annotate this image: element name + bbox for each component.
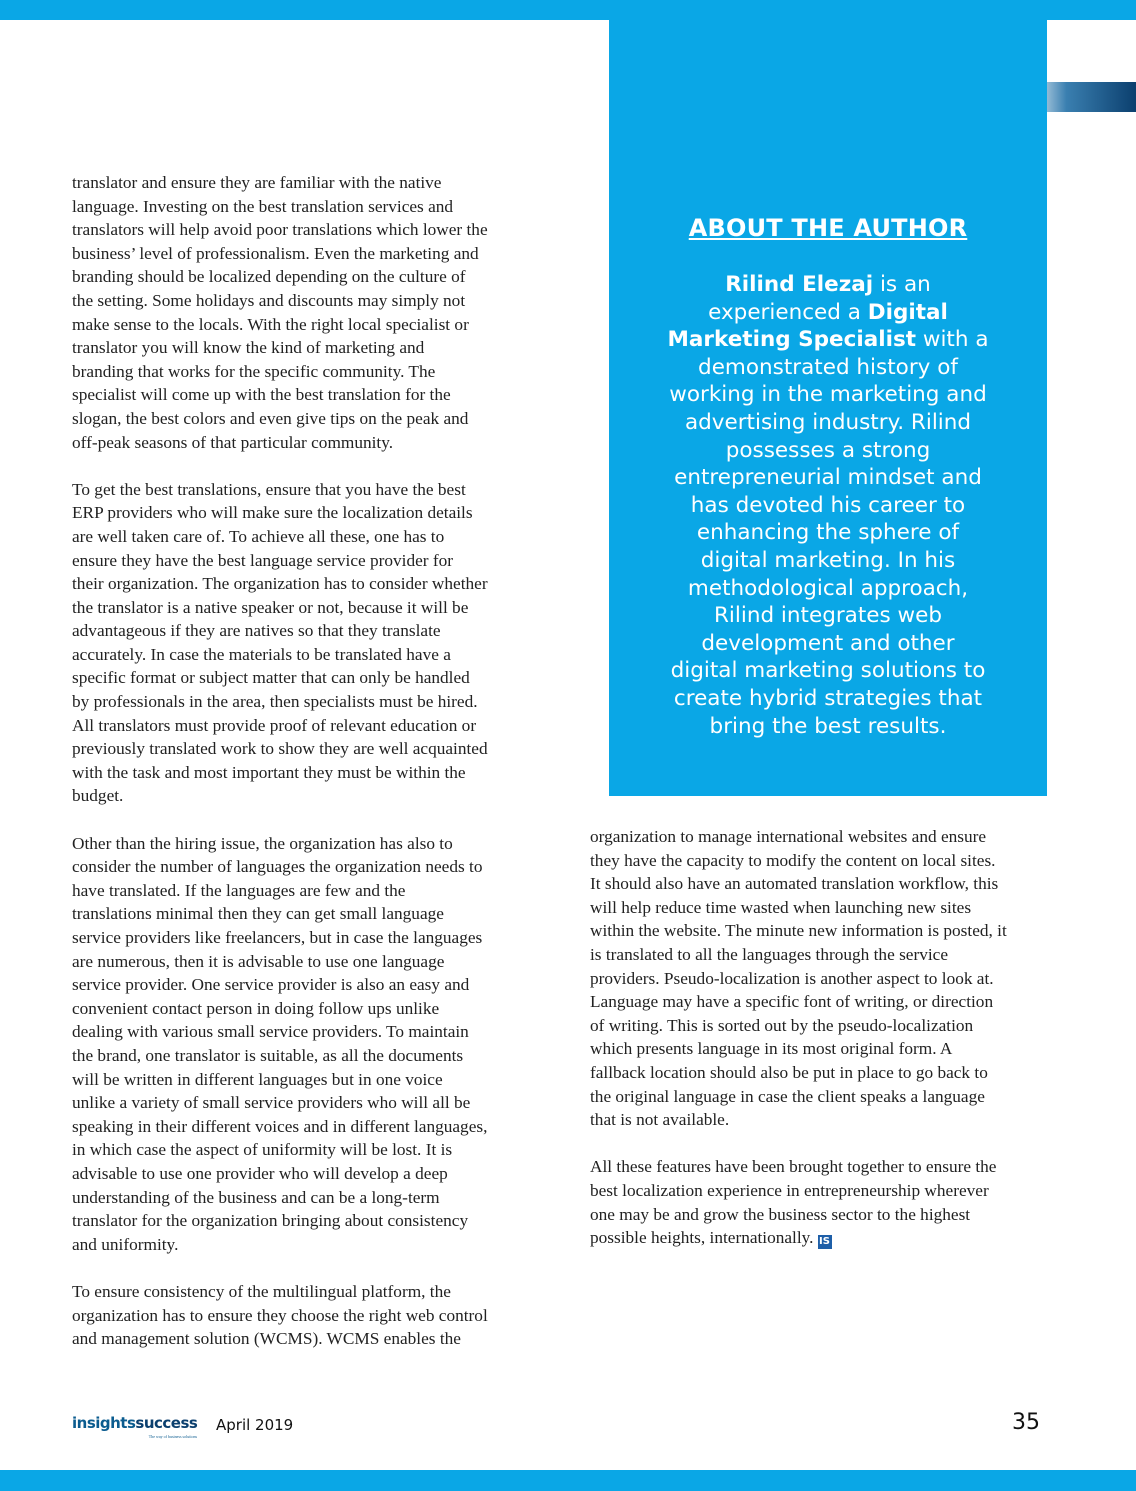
bio-text: methodological approach,: [687, 575, 969, 601]
text-line: that is not available.: [590, 1110, 730, 1130]
bio-emphasis: Marketing Specialist: [667, 327, 917, 353]
text-line: service providers like freelancers, but in case the languages: [72, 928, 483, 947]
bio-text: has devoted his career to: [690, 492, 966, 518]
text-line: their organization. The organization has to consider whether: [72, 574, 488, 594]
text-line: translator you will know the kind of marketing and: [72, 338, 425, 358]
bio-line: [609, 299, 1047, 327]
text-line: ensure they have the best language service provider for: [72, 550, 453, 570]
text-line: organization has to ensure they choose the right web control: [72, 1305, 488, 1325]
bio-text: digital marketing. In his: [700, 547, 956, 573]
bio-line: [609, 657, 1047, 685]
bio-line: [609, 575, 1047, 603]
text-line: they have the capacity to modify the content on local sites.: [590, 850, 996, 870]
text-line: have translated. If the languages are few and the: [72, 880, 406, 900]
text-line: providers. Pseudo-localization is another aspect to look at.: [590, 968, 994, 988]
bio-text: advertising industry. Rilind: [684, 409, 972, 435]
about-author-bio: [609, 271, 1047, 740]
text-line: organization to manage international websites and ensure: [590, 827, 987, 846]
text-line: It should also have an automated translation workflow, this: [590, 874, 999, 894]
bio-line: [609, 685, 1047, 713]
text-line: dealing with various small service providers. To maintain: [72, 1022, 469, 1042]
bio-text: working in the marketing and: [669, 382, 987, 408]
text-line: unlike a variety of small service providers who will all be: [72, 1093, 471, 1113]
text-line: translators will help avoid poor translations which lower the: [72, 220, 488, 240]
text-line: one may be and grow the business sector to the highest: [590, 1204, 971, 1224]
footer-brand-logo: [72, 1414, 197, 1438]
text-line: Other than the hiring issue, the organization has also to: [72, 833, 453, 853]
text-line: translator for the organization bringing about consistency: [72, 1211, 469, 1231]
text-line: accurately. In case the materials to be translated have a: [72, 644, 451, 664]
bio-emphasis: Rilind Elezaj: [725, 272, 874, 297]
text-line: branding that works for the specific community. The: [72, 361, 436, 381]
text-line: in which case the aspect of uniformity will be lost. It is: [72, 1140, 453, 1160]
left-article-column: [72, 171, 550, 1374]
text-line: specific format or subject matter that can only be handled: [72, 668, 470, 688]
text-line: will help reduce time wasted when launching new sites: [590, 897, 972, 917]
issue-date: April 2019: [216, 1416, 294, 1434]
logo-word-insights: insights: [72, 1414, 136, 1432]
text-line: language. Investing on the best translation services and: [72, 196, 454, 216]
text-line: ERP providers who will make sure the localization details: [72, 503, 473, 523]
bio-line: [609, 602, 1047, 630]
article-end-logo-icon: IS: [819, 1236, 830, 1248]
text-line: specialist will come up with the best translation for the: [72, 385, 451, 405]
text-line: and management solution (WCMS). WCMS enables the: [72, 1329, 461, 1349]
bio-line: [609, 630, 1047, 658]
page-number: 35: [1012, 1410, 1040, 1435]
text-line: with the task and most important they must be within the: [72, 762, 466, 782]
text-line: To ensure consistency of the multilingual platform, the: [72, 1281, 451, 1301]
bio-text: is an: [873, 272, 931, 297]
text-line: advantageous if they are natives so that they translate: [72, 621, 441, 641]
logo-tagline: The way of business solutions: [148, 1434, 197, 1439]
bio-text: possesses a strong: [725, 437, 931, 463]
bio-text: development and other: [701, 630, 955, 656]
text-line: advisable to use one provider who will develop a deep: [72, 1163, 448, 1183]
bio-text: with a: [916, 327, 989, 353]
right-column-paragraph: [590, 825, 1070, 1132]
bio-text: entrepreneurial mindset and: [674, 465, 982, 491]
left-column-paragraph: [72, 478, 550, 808]
text-line: budget.: [72, 786, 124, 806]
bio-text: bring the best results.: [709, 713, 947, 739]
text-line: To get the best translations, ensure that you have the best: [72, 479, 466, 499]
text-line: branding should be localized depending on the culture of: [72, 267, 466, 287]
bio-line: [609, 519, 1047, 547]
bio-line: [609, 326, 1047, 354]
text-line: is translated to all the languages through the service: [590, 944, 948, 964]
text-line: off-peak seasons of that particular community.: [72, 432, 394, 452]
left-column-paragraph: [72, 832, 550, 1257]
bio-line: [609, 713, 1047, 741]
bio-line: [609, 271, 1047, 299]
bio-line: [609, 492, 1047, 520]
bio-text: demonstrated history of: [698, 354, 958, 380]
text-line: will be written in different languages but in one voice: [72, 1069, 443, 1089]
bio-text: create hybrid strategies that: [673, 685, 983, 711]
text-line: previously translated work to show they are well acquainted: [72, 739, 488, 759]
text-line: convenient contact person in doing follow ups unlike: [72, 998, 440, 1018]
text-line: slogan, the best colors and even give tips on the peak and: [72, 408, 469, 428]
text-line: the original language in case the client speaks a language: [590, 1086, 985, 1106]
right-article-column: [590, 825, 1070, 1273]
bio-line: [609, 464, 1047, 492]
text-line: fallback location should also be put in place to go back to: [590, 1062, 988, 1082]
text-line: consider the number of languages the organization needs to: [72, 857, 483, 877]
bio-emphasis: Digital: [867, 299, 948, 325]
text-line: of writing. This is sorted out by the pseudo-localization: [590, 1015, 974, 1035]
about-author-title: ABOUT THE AUTHOR: [688, 214, 968, 242]
text-line: Language may have a specific font of writing, or direction: [590, 992, 994, 1012]
bio-line: [609, 437, 1047, 465]
text-line: are numerous, then it is advisable to use one language: [72, 951, 445, 971]
text-line: translations minimal then they can get small language: [72, 904, 444, 924]
bio-line: [609, 381, 1047, 409]
bio-line: [609, 409, 1047, 437]
text-line: translator and ensure they are familiar with the native: [72, 173, 442, 192]
bottom-accent-bar: [0, 1470, 1136, 1491]
text-line: and uniformity.: [72, 1234, 179, 1254]
bio-line: [609, 547, 1047, 575]
text-line: All these features have been brought together to ensure the: [590, 1157, 997, 1177]
top-accent-bar: [0, 0, 1136, 20]
left-column-paragraph: [72, 1280, 550, 1351]
text-line: which presents language in its most original form. A: [590, 1039, 953, 1059]
bio-text: enhancing the sphere of: [696, 520, 960, 546]
text-line: service provider. One service provider is also an easy and: [72, 975, 470, 995]
logo-word-success: success: [135, 1414, 198, 1432]
bio-text: Rilind integrates web: [713, 603, 943, 629]
text-line: the setting. Some holidays and discounts may simply not: [72, 290, 466, 310]
text-line: make sense to the locals. With the right local specialist or: [72, 314, 469, 334]
text-line: business’ level of professionalism. Even the marketing and: [72, 243, 479, 263]
text-line: within the website. The minute new information is posted, it: [590, 921, 1007, 941]
about-author-box: [609, 20, 1047, 796]
text-line: the brand, one translator is suitable, as all the documents: [72, 1045, 464, 1065]
right-column-paragraph: [590, 1155, 1070, 1249]
text-line: by professionals in the area, then specialists must be hired.: [72, 692, 478, 712]
text-line: the translator is a native speaker or not, because it will be: [72, 597, 469, 617]
bio-text: experienced a: [708, 299, 868, 325]
text-line: understanding of the business and can be a long-term: [72, 1187, 440, 1207]
text-line: possible heights, internationally.: [590, 1228, 814, 1248]
text-line: are well taken care of. To achieve all these, one has to: [72, 526, 445, 546]
left-column-paragraph: [72, 171, 550, 454]
text-line: best localization experience in entrepreneurship wherever: [590, 1180, 989, 1200]
bio-text: digital marketing solutions to: [670, 658, 986, 684]
bio-line: [609, 354, 1047, 382]
text-line: All translators must provide proof of relevant education or: [72, 715, 477, 735]
text-line: speaking in their different voices and in different languages,: [72, 1116, 488, 1136]
